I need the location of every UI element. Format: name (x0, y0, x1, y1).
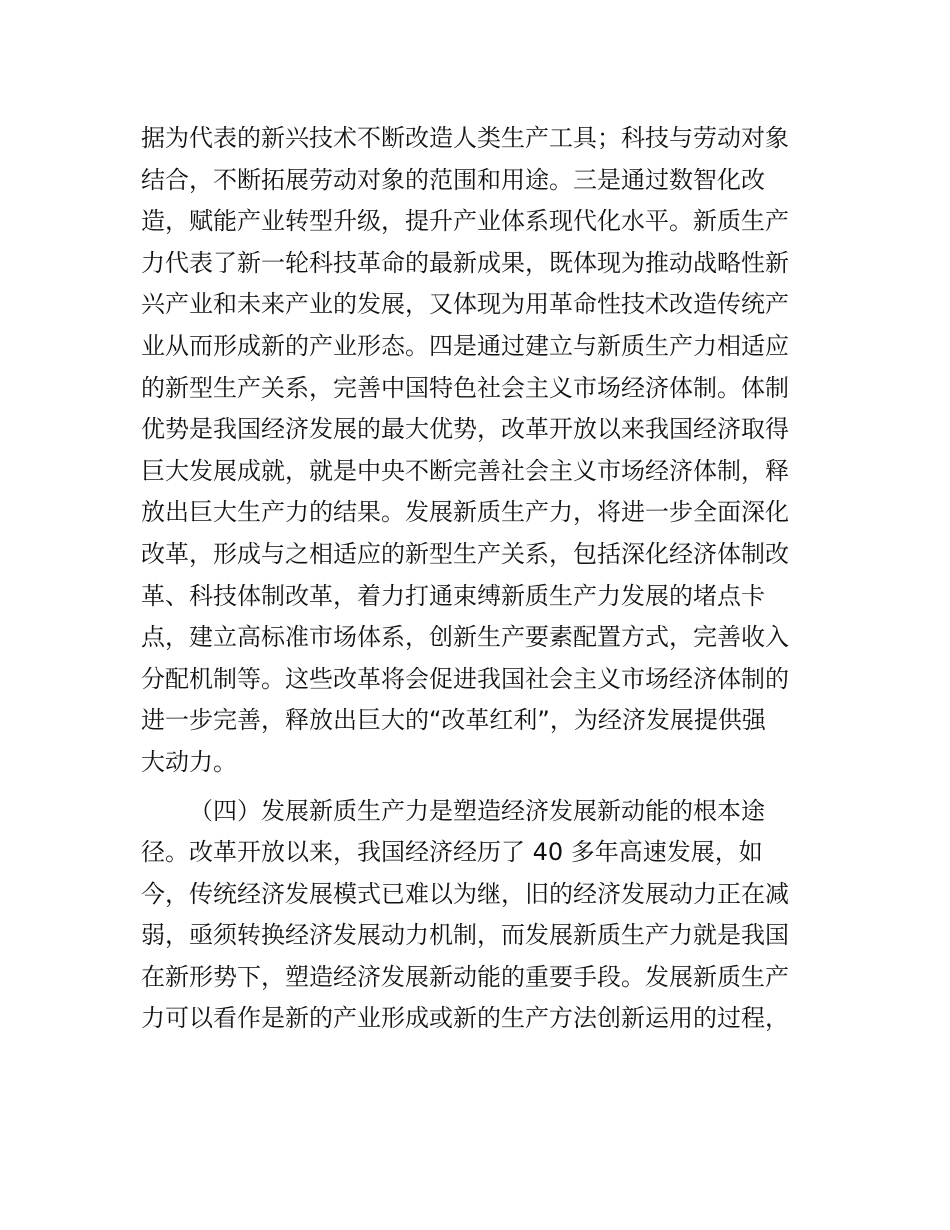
text-line: 优势是我国经济发展的最大优势，改革开放以来我国经济取得 (141, 415, 789, 444)
text-line: 巨大发展成就，就是中央不断完善社会主义市场经济体制，释 (141, 456, 789, 485)
paragraph-1 (141, 118, 813, 784)
text-line: 据为代表的新兴技术不断改造人类生产工具；科技与劳动对象 (141, 124, 789, 152)
text-line: 分配机制等。这些改革将会促进我国社会主义市场经济体制的 (141, 664, 789, 693)
text-line: 兴产业和未来产业的发展，又体现为用革命性技术改造传统产 (141, 290, 789, 319)
text-line: 弱，亟须转换经济发展动力机制，而发展新质生产力就是我国 (141, 921, 789, 950)
paragraph-2 (141, 791, 813, 1041)
text-line: 结合，不断拓展劳动对象的范围和用途。三是通过数智化改 (141, 165, 765, 194)
paragraph-gap (141, 784, 813, 791)
text-line: 放出巨大生产力的结果。发展新质生产力，将进一步全面深化 (141, 498, 789, 527)
text-line: 大动力。 (141, 747, 237, 776)
text-line: 点，建立高标准市场体系，创新生产要素配置方式，完善收入 (141, 623, 789, 652)
text-line: 径。改革开放以来，我国经济经历了 40 多年高速发展，如 (141, 838, 763, 867)
text-line: 进一步完善，释放出巨大的“改革红利”，为经济发展提供强 (141, 706, 766, 735)
body-text (141, 118, 813, 1040)
text-line: 在新形势下，塑造经济发展新动能的重要手段。发展新质生产 (141, 962, 789, 991)
text-line: 改革，形成与之相适应的新型生产关系，包括深化经济体制改 (141, 539, 789, 568)
text-line: 今，传统经济发展模式已难以为继，旧的经济发展动力正在减 (141, 879, 789, 908)
text-line: 力代表了新一轮科技革命的最新成果，既体现为推动战略性新 (141, 248, 789, 277)
text-line: 造，赋能产业转型升级，提升产业体系现代化水平。新质生产 (141, 207, 789, 236)
text-line: 的新型生产关系，完善中国特色社会主义市场经济体制。体制 (141, 373, 789, 402)
text-line: 业从而形成新的产业形态。四是通过建立与新质生产力相适应 (141, 331, 789, 360)
text-line: 革、科技体制改革，着力打通束缚新质生产力发展的堵点卡 (141, 581, 765, 610)
text-line: 力可以看作是新的产业形成或新的生产方法创新运用的过程， (141, 1004, 789, 1033)
text-line: （四）发展新质生产力是塑造经济发展新动能的根本途 (189, 796, 765, 825)
